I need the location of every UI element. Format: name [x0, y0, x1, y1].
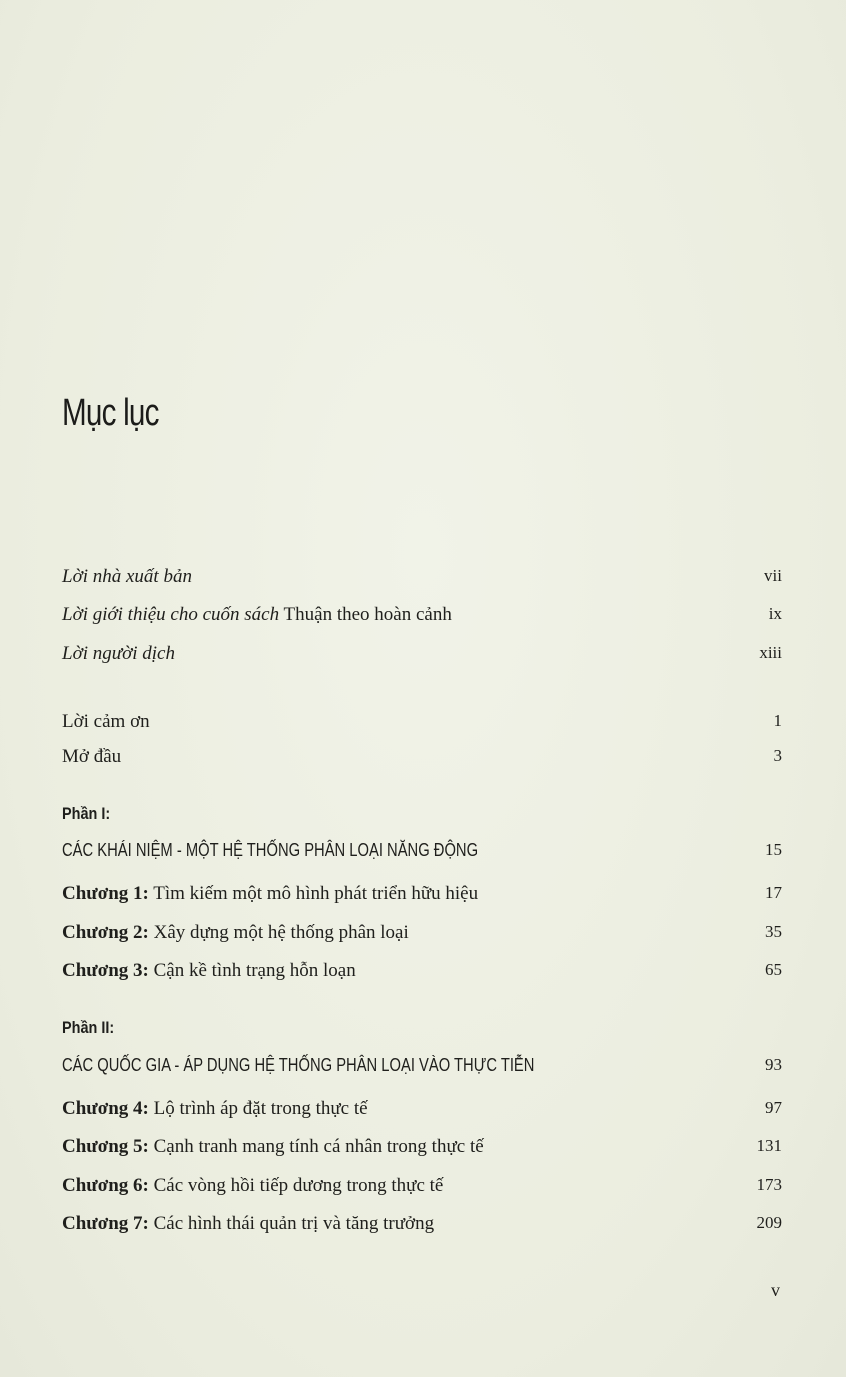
toc-entry-label: Lời nhà xuất bản [62, 566, 192, 587]
toc-entry-page: xiii [759, 643, 782, 662]
toc-entry [62, 643, 782, 671]
toc-entry-page: 97 [765, 1098, 782, 1117]
chapter-entry [62, 1098, 782, 1126]
chapter-title: Cạnh tranh mang tính cá nhân trong thực tế [148, 1136, 484, 1157]
chapter-prefix: Chương 3: [62, 960, 149, 981]
chapter-title: Các vòng hồi tiếp dương trong thực tế [148, 1175, 444, 1196]
part-label: Phần I: [62, 804, 111, 823]
toc-entry-page: 15 [765, 840, 782, 859]
toc-entry-page: 93 [765, 1055, 782, 1074]
chapter-entry [62, 1213, 782, 1241]
chapter-prefix: Chương 7: [62, 1213, 149, 1234]
chapter-title: Tìm kiếm một mô hình phát triển hữu hiệu [148, 883, 479, 904]
part-title: CÁC QUỐC GIA - ÁP DỤNG HỆ THỐNG PHÂN LOẠI VÀO THỰC TIỄN [62, 1055, 535, 1075]
toc-entry-page: 65 [765, 960, 782, 979]
chapter-prefix: Chương 2: [62, 922, 149, 943]
toc-entry-label [62, 604, 782, 626]
chapter-prefix: Chương 4: [62, 1098, 149, 1119]
part-title-row [62, 1055, 782, 1083]
chapter-title: Xây dựng một hệ thống phân loại [148, 922, 409, 943]
chapter-entry [62, 960, 782, 988]
toc-entry-label-rest: Thuận theo hoàn cảnh [279, 604, 452, 625]
chapter-title: Các hình thái quản trị và tăng trưởng [148, 1213, 435, 1234]
toc-entry-label-italic: Lời giới thiệu cho cuốn sách [62, 604, 280, 625]
toc-entry-page: 131 [756, 1136, 782, 1155]
toc-entry-page: 173 [756, 1175, 782, 1194]
toc-entry-page: vii [764, 566, 782, 585]
chapter-prefix: Chương 1: [62, 883, 149, 904]
part-title-row [62, 840, 782, 868]
chapter-entry [62, 922, 782, 950]
page-folio: v [771, 1280, 780, 1300]
toc-heading: Mục lục [62, 392, 159, 434]
toc-entry-label: Lời cảm ơn [62, 711, 150, 732]
chapter-entry [62, 1136, 782, 1164]
chapter-title: Cận kề tình trạng hỗn loạn [148, 960, 356, 981]
toc-entry-page: ix [768, 604, 782, 623]
chapter-entry [62, 883, 782, 911]
toc-entry [62, 566, 782, 594]
toc-entry-page: 17 [765, 883, 782, 902]
toc-entry-label: Mở đầu [62, 746, 122, 767]
toc-entry [62, 604, 782, 632]
chapter-prefix: Chương 5: [62, 1136, 149, 1157]
chapter-prefix: Chương 6: [62, 1175, 149, 1196]
chapter-title: Lộ trình áp đặt trong thực tế [148, 1098, 368, 1119]
toc-entry [62, 711, 782, 739]
bleed-through [440, 150, 800, 168]
toc-entry-page: 1 [773, 711, 782, 730]
part-label: Phần II: [62, 1018, 115, 1037]
toc-entry-page: 3 [773, 746, 782, 765]
toc-entry-page: 209 [756, 1213, 782, 1232]
part-title: CÁC KHÁI NIỆM - MỘT HỆ THỐNG PHÂN LOẠI NĂNG ĐỘNG [62, 840, 479, 860]
toc-entry-label: Lời người dịch [62, 643, 175, 664]
toc-entry [62, 746, 782, 774]
toc-entry-page: 35 [765, 922, 782, 941]
chapter-entry [62, 1175, 782, 1203]
